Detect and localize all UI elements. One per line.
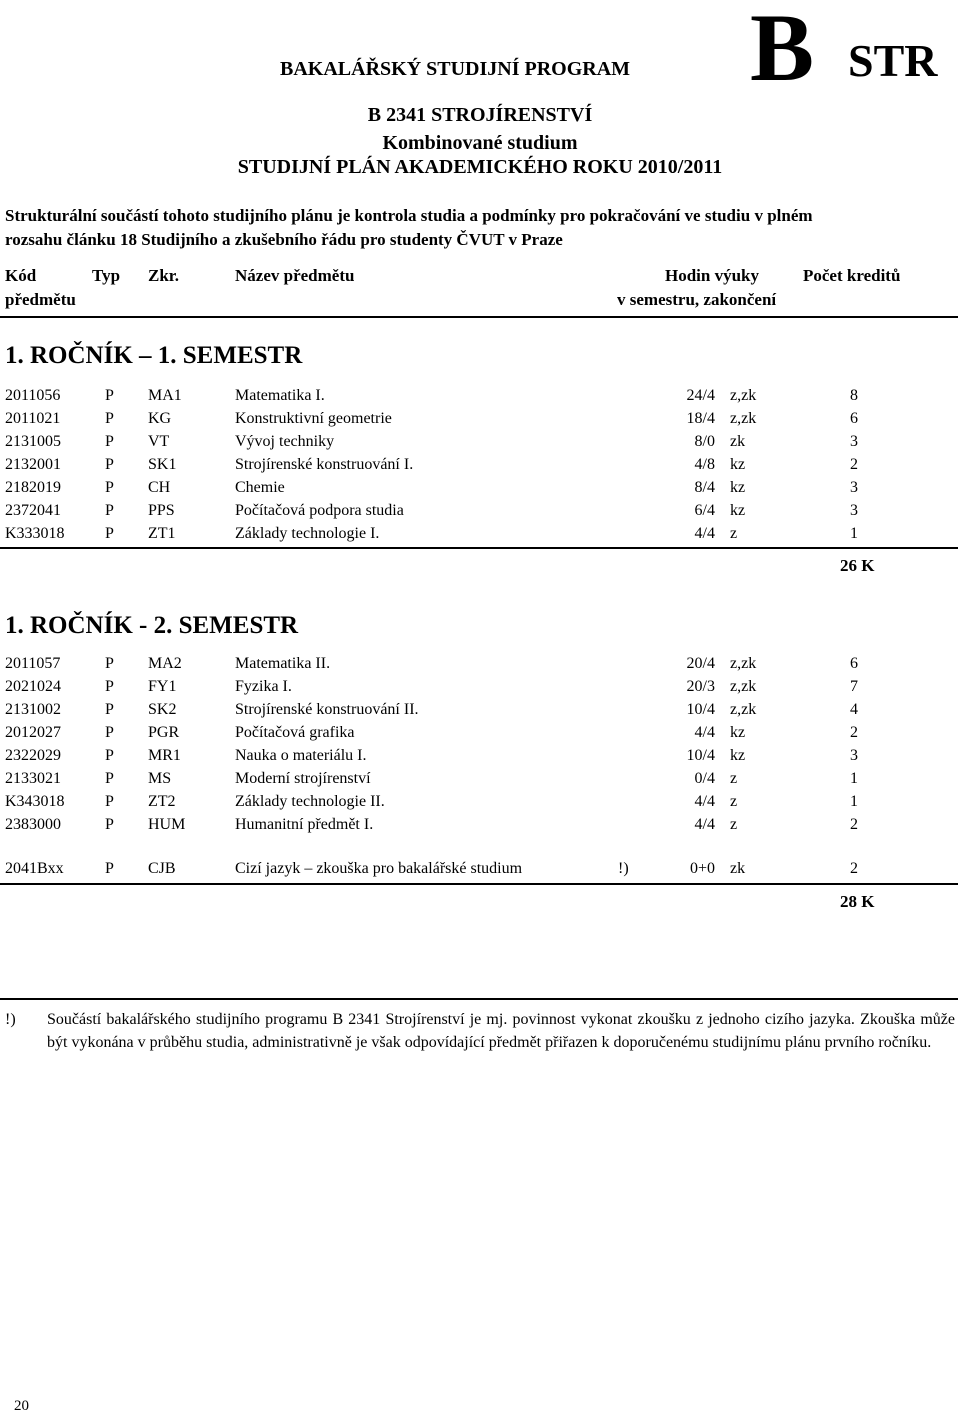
col-header-zkr: Zkr. [148,266,180,285]
cell-nazev: Strojírenské konstruování I. [235,456,414,473]
cell-kod: K343018 [5,793,65,810]
table-row [0,747,960,769]
program-code: STR [848,35,938,86]
table-row [0,433,960,455]
cell-typ: P [105,793,114,810]
cell-zkr: VT [148,433,170,450]
study-form: Kombinované studium [382,132,578,154]
cell-nazev: Vývoj techniky [235,433,335,450]
cell-typ: P [105,525,114,542]
col-header-typ: Typ [92,266,121,285]
cell-nazev: Počítačová podpora studia [235,502,404,519]
cell-zkr: MS [148,770,172,787]
table-row [0,678,960,700]
cell-zakonceni: kz [730,456,746,473]
cell-zkr: SK1 [148,456,177,473]
footnote [5,1008,955,1054]
cell-kod: 2132001 [5,456,61,473]
cell-zakonceni: z,zk [730,387,757,404]
semester-2-title: 1. ROČNÍK - 2. SEMESTR [5,612,299,639]
table-row [0,770,960,792]
cell-hodin: 20/4 [686,655,715,672]
table-row [0,724,960,746]
cell-typ: P [105,433,114,450]
footnote-text: Součástí bakalářského studijního programu B 2341 Strojírenství je mj. povinnost vykonat zkoušku z jednoho cizího jazyka. Zkouška může být vykonána v průběhu studia, administrativně je však odpovídající předmět přiřazen k doporučenému studijnímu plánu prvního ročníku. [47,1011,955,1051]
cell-hodin: 4/8 [694,456,715,473]
cell-hodin: 4/4 [694,816,715,833]
page-number: 20 [14,1398,29,1414]
cell-hodin: 8/0 [694,433,715,450]
cell-zakonceni: kz [730,747,746,764]
cell-kod: 2011057 [5,655,61,672]
cell-hodin: 8/4 [694,479,715,496]
header-rule [0,316,958,318]
cell-kredity: 3 [850,747,858,764]
cell-kredity: 2 [850,816,858,833]
language-row [0,860,960,882]
cell-kod: 2131005 [5,433,61,450]
cell-kredity: 1 [850,525,858,542]
cell-kod: 2011056 [5,387,61,404]
cell-kredity: 2 [850,860,858,877]
cell-nazev: Základy technologie I. [235,525,380,542]
cell-typ: P [105,816,114,833]
cell-kredity: 7 [850,678,858,695]
col-header-hodin: Hodin výuky [665,266,760,285]
semester-2-total: 28 K [840,892,875,911]
table-row [0,502,960,524]
col-header-predmetu: předmětu [5,290,76,309]
cell-kod: 2322029 [5,747,61,764]
cell-kod: 2133021 [5,770,61,787]
program-label: BAKALÁŘSKÝ STUDIJNÍ PROGRAM [280,58,631,80]
cell-zkr: PPS [148,502,175,519]
cell-typ: P [105,860,114,877]
cell-nazev: Cizí jazyk – zkouška pro bakalářské studium [235,860,523,877]
cell-hodin: 10/4 [686,701,715,718]
cell-nazev: Matematika I. [235,387,325,404]
col-header-kredity: Počet kreditů [803,266,901,285]
table-row [0,456,960,478]
cell-kod: K333018 [5,525,65,542]
cell-hodin: 4/4 [694,793,715,810]
semester-2-rule [0,883,958,885]
cell-kod: 2011021 [5,410,61,427]
cell-kod: 2041Bxx [5,860,64,877]
cell-hodin: 18/4 [686,410,715,427]
footnote-rule [0,998,958,1000]
cell-hodin: 4/4 [694,724,715,741]
cell-zkr: PGR [148,724,180,741]
cell-typ: P [105,747,114,764]
cell-zakonceni: z,zk [730,410,757,427]
cell-zkr: ZT1 [148,525,176,542]
cell-hodin: 20/3 [686,678,715,695]
cell-kredity: 1 [850,770,858,787]
col-header-semestru: v semestru, zakončení [617,290,777,309]
cell-kredity: 1 [850,793,858,810]
cell-zakonceni: z,zk [730,678,757,695]
table-row [0,793,960,815]
cell-typ: P [105,678,114,695]
cell-zkr: CH [148,479,171,496]
cell-nazev: Počítačová grafika [235,724,355,741]
cell-zkr: ZT2 [148,793,176,810]
cell-typ: P [105,701,114,718]
cell-hodin: 0/4 [694,770,715,787]
table-row [0,387,960,409]
table-row [0,525,960,547]
intro-line-2: rozsahu článku 18 Studijního a zkušebního řádu pro studenty ČVUT v Praze [5,230,563,249]
cell-hodin: 24/4 [686,387,715,404]
table-row [0,816,960,838]
table-row [0,479,960,501]
cell-zakonceni: z [730,525,738,542]
table-row [0,655,960,677]
cell-typ: P [105,770,114,787]
cell-zkr: CJB [148,860,176,877]
cell-kod: 2182019 [5,479,61,496]
cell-zkr: SK2 [148,701,177,718]
cell-typ: P [105,410,114,427]
cell-kredity: 2 [850,456,858,473]
cell-zkr: KG [148,410,172,427]
cell-zakonceni: z [730,793,738,810]
table-row [0,701,960,723]
cell-zkr: MA1 [148,387,182,404]
cell-kod: 2131002 [5,701,61,718]
table-row [0,410,960,432]
cell-nazev: Chemie [235,479,285,496]
footnote-marker: !) [5,1011,16,1028]
cell-kredity: 3 [850,479,858,496]
cell-kredity: 8 [850,387,858,404]
cell-zkr: MR1 [148,747,181,764]
cell-kredity: 6 [850,410,858,427]
cell-nazev: Strojírenské konstruování II. [235,701,419,718]
cell-zakonceni: kz [730,502,746,519]
cell-zkr: MA2 [148,655,182,672]
cell-kredity: 3 [850,502,858,519]
cell-zakonceni: kz [730,479,746,496]
cell-nazev: Konstruktivní geometrie [235,410,392,427]
cell-typ: P [105,724,114,741]
cell-zakonceni: z [730,816,738,833]
cell-zakonceni: zk [730,860,746,877]
cell-typ: P [105,456,114,473]
cell-hodin: 0+0 [689,860,715,877]
cell-hodin: 6/4 [694,502,715,519]
cell-kredity: 2 [850,724,858,741]
footnote-mark: !) [618,860,629,877]
cell-kod: 2021024 [5,678,61,695]
cell-zakonceni: zk [730,433,746,450]
cell-nazev: Základy technologie II. [235,793,385,810]
col-header-nazev: Název předmětu [235,266,355,285]
cell-typ: P [105,479,114,496]
cell-zkr: FY1 [148,678,177,695]
col-header-kod: Kód [5,266,37,285]
cell-nazev: Moderní strojírenství [235,770,371,787]
semester-1-total: 26 K [840,556,875,575]
semester-1-title: 1. ROČNÍK – 1. SEMESTR [5,342,303,369]
program-letter: B [750,0,815,101]
cell-hodin: 10/4 [686,747,715,764]
cell-zkr: HUM [148,816,186,833]
cell-zakonceni: z,zk [730,655,757,672]
cell-typ: P [105,655,114,672]
cell-zakonceni: kz [730,724,746,741]
cell-kod: 2383000 [5,816,61,833]
cell-kredity: 6 [850,655,858,672]
cell-nazev: Nauka o materiálu I. [235,747,367,764]
intro-line-1: Strukturální součástí tohoto studijního plánu je kontrola studia a podmínky pro pokračování ve studiu v plném [5,206,813,225]
cell-kredity: 3 [850,433,858,450]
cell-typ: P [105,502,114,519]
cell-kredity: 4 [850,701,858,718]
cell-typ: P [105,387,114,404]
cell-nazev: Matematika II. [235,655,331,672]
study-plan-title: STUDIJNÍ PLÁN AKADEMICKÉHO ROKU 2010/2011 [237,156,723,178]
study-program-title: B 2341 STROJÍRENSTVÍ [367,104,593,126]
cell-kod: 2012027 [5,724,61,741]
cell-zakonceni: z [730,770,738,787]
cell-nazev: Fyzika I. [235,678,292,695]
cell-nazev: Humanitní předmět I. [235,816,374,833]
cell-kod: 2372041 [5,502,61,519]
cell-zakonceni: z,zk [730,701,757,718]
semester-1-rule [0,547,958,549]
cell-hodin: 4/4 [694,525,715,542]
